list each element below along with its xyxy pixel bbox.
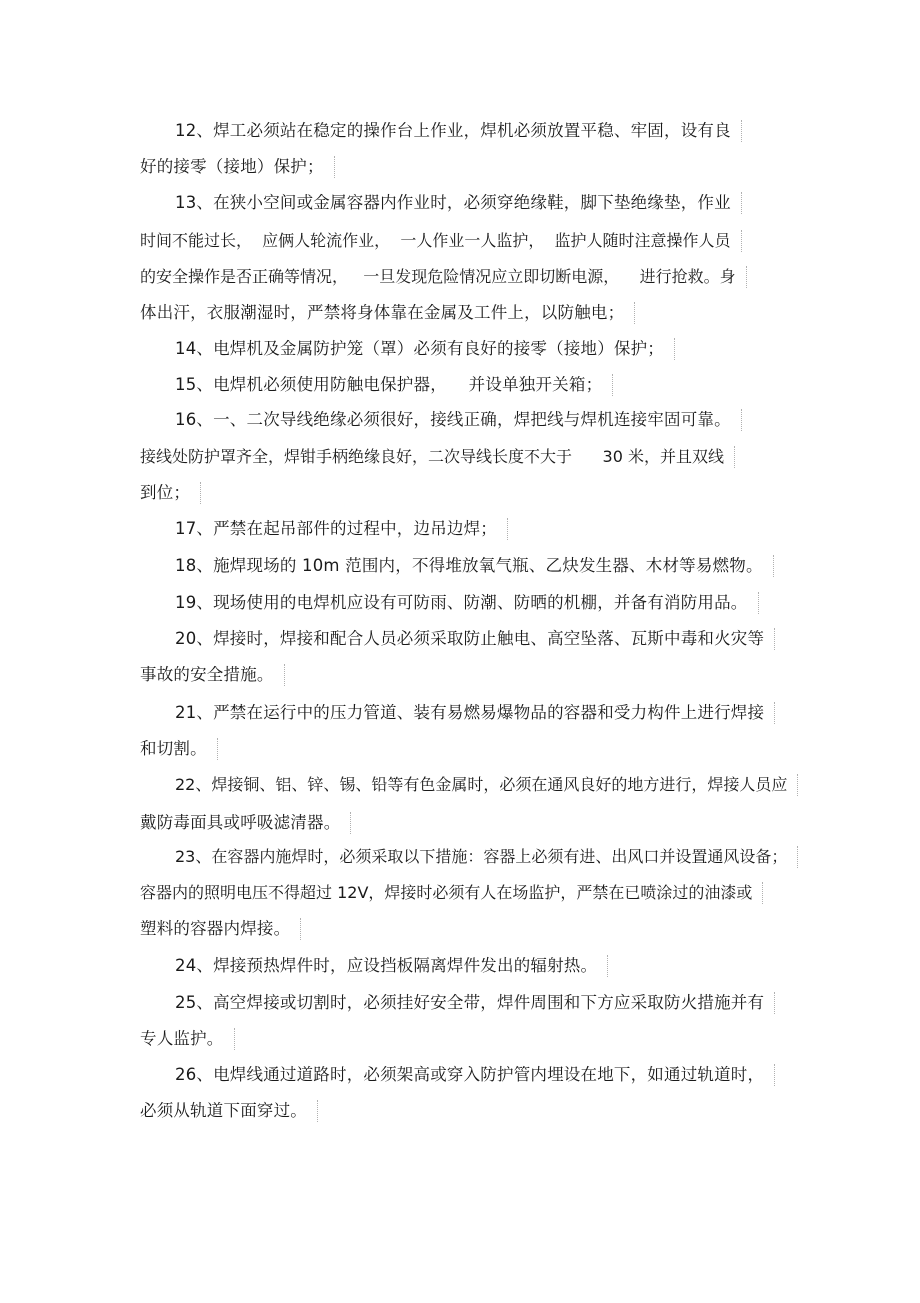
text-line: 的安全操作是否正确等情况， 一旦发现危险情况应立即切断电源， 进行抢救。身 [140, 266, 747, 288]
text-line: 接线处防护罩齐全，焊钳手柄绝缘良好，二次导线长度不大于 30 米，并且双线 [140, 446, 735, 468]
text-line: 23、在容器内施焊时，必须采取以下措施：容器上必须有进、出风口并设置通风设备； [175, 846, 798, 868]
text-line: 体出汗，衣服潮湿时，严禁将身体靠在金属及工件上，以防触电； [140, 302, 635, 324]
text-line: 26、电焊线通过道路时，必须架高或穿入防护管内埋设在地下，如通过轨道时， [175, 1064, 775, 1086]
text-line: 21、严禁在运行中的压力管道、装有易燃易爆物品的容器和受力构件上进行焊接 [175, 702, 775, 724]
text-line: 17、严禁在起吊部件的过程中，边吊边焊； [175, 518, 508, 540]
text-line: 到位； [140, 482, 201, 504]
text-line: 19、现场使用的电焊机应设有可防雨、防潮、防晒的机棚，并备有消防用品。 [175, 592, 759, 614]
text-line: 专人监护。 [140, 1028, 235, 1050]
text-line: 24、焊接预热焊件时，应设挡板隔离焊件发出的辐射热。 [175, 955, 608, 977]
text-line: 和切割。 [140, 738, 218, 760]
text-line: 16、一、二次导线绝缘必须很好，接线正确，焊把线与焊机连接牢固可靠。 [175, 409, 742, 431]
text-line: 时间不能过长， 应俩人轮流作业， 一人作业一人监护， 监护人随时注意操作人员 [140, 230, 742, 252]
text-line: 必须从轨道下面穿过。 [140, 1100, 318, 1122]
text-line: 25、高空焊接或切割时，必须挂好安全带，焊件周围和下方应采取防火措施并有 [175, 992, 775, 1014]
text-line: 容器内的照明电压不得超过 12V，焊接时必须有人在场监护，严禁在已喷涂过的油漆或 [140, 882, 763, 904]
text-line: 事故的安全措施。 [140, 664, 285, 686]
text-line: 好的接零（接地）保护； [140, 156, 335, 178]
text-line: 12、焊工必须站在稳定的操作台上作业，焊机必须放置平稳、牢固，设有良 [175, 120, 742, 142]
text-line: 戴防毒面具或呼吸滤清器。 [140, 812, 351, 834]
text-line: 塑料的容器内焊接。 [140, 918, 301, 940]
text-line: 14、电焊机及金属防护笼（罩）必须有良好的接零（接地）保护； [175, 338, 675, 360]
text-line: 20、焊接时，焊接和配合人员必须采取防止触电、高空坠落、瓦斯中毒和火灾等 [175, 628, 775, 650]
text-line: 22、焊接铜、铝、锌、锡、铅等有色金属时，必须在通风良好的地方进行，焊接人员应 [175, 774, 798, 796]
text-line: 13、在狭小空间或金属容器内作业时，必须穿绝缘鞋，脚下垫绝缘垫，作业 [175, 192, 742, 214]
text-line: 15、电焊机必须使用防触电保护器， 并设单独开关箱； [175, 374, 613, 396]
text-line: 18、施焊现场的 10m 范围内，不得堆放氧气瓶、乙炔发生器、木材等易燃物。 [175, 555, 774, 577]
